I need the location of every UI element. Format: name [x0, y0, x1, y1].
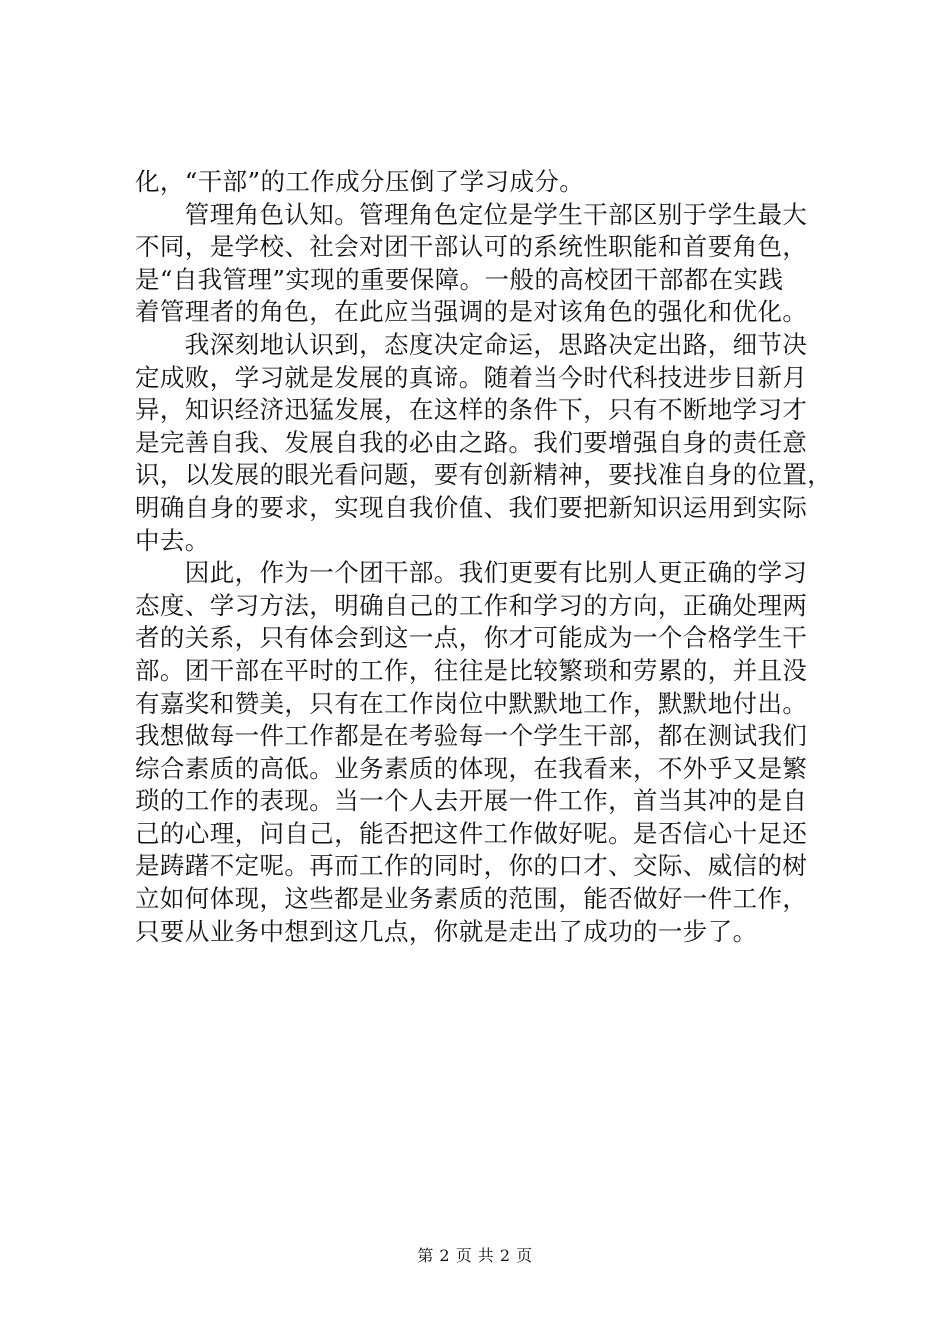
text-line: 态度、学习方法，明确自己的工作和学习的方向，正确处理两: [135, 590, 808, 620]
text-line: 化，“干部”的工作成分压倒了学习成分。: [135, 167, 585, 196]
document-body: [135, 166, 835, 948]
text-line: 定成败，学习就是发展的真谛。随着当今时代科技进步日新月: [135, 362, 808, 392]
text-line: 是完善自我、发展自我的必由之路。我们要增强自身的责任意: [135, 427, 808, 457]
text-line: 只要从业务中想到这几点，你就是走出了成功的一步了。: [135, 916, 758, 946]
text-line: 有嘉奖和赞美，只有在工作岗位中默默地工作，默默地付出。: [135, 688, 808, 718]
text-line: 是踌躇不定呢。再而工作的同时，你的口才、交际、威信的树: [135, 851, 808, 881]
text-line: 者的关系，只有体会到这一点，你才可能成为一个合格学生干: [135, 623, 808, 653]
page-number-footer: 第 2 页 共 2 页: [417, 1246, 533, 1265]
text-line: 不同，是学校、社会对团干部认可的系统性职能和首要角色，: [135, 232, 808, 262]
text-line: 综合素质的高低。业务素质的体现，在我看来，不外乎又是繁: [135, 753, 808, 783]
text-line: 是“自我管理”实现的重要保障。一般的高校团干部都在实践: [135, 264, 784, 294]
text-line: 琐的工作的表现。当一个人去开展一件工作，首当其冲的是自: [135, 786, 808, 816]
text-line: 中去。: [135, 525, 210, 555]
text-line: 着管理者的角色，在此应当强调的是对该角色的强化和优化。: [135, 297, 808, 327]
text-line: 明确自身的要求，实现自我价值、我们要把新知识运用到实际: [135, 492, 808, 522]
text-line: 部。团干部在平时的工作，往往是比较繁琐和劳累的，并且没: [135, 655, 808, 685]
text-line: 异，知识经济迅猛发展，在这样的条件下，只有不断地学习才: [135, 395, 808, 425]
text-line: 己的心理，问自己，能否把这件工作做好呢。是否信心十足还: [135, 818, 808, 848]
text-line: 识，以发展的眼光看问题，要有创新精神，要找准自身的位置，: [135, 460, 833, 490]
text-line: 我深刻地认识到，态度决定命运，思路决定出路，细节决: [135, 329, 808, 359]
text-line: 立如何体现，这些都是业务素质的范围，能否做好一件工作，: [135, 884, 808, 914]
text-line: 我想做每一件工作都是在考验每一个学生干部，都在测试我们: [135, 721, 808, 751]
text-line: 管理角色认知。管理角色定位是学生干部区别于学生最大: [135, 199, 808, 229]
text-line: 因此，作为一个团干部。我们更要有比别人更正确的学习: [135, 558, 808, 588]
